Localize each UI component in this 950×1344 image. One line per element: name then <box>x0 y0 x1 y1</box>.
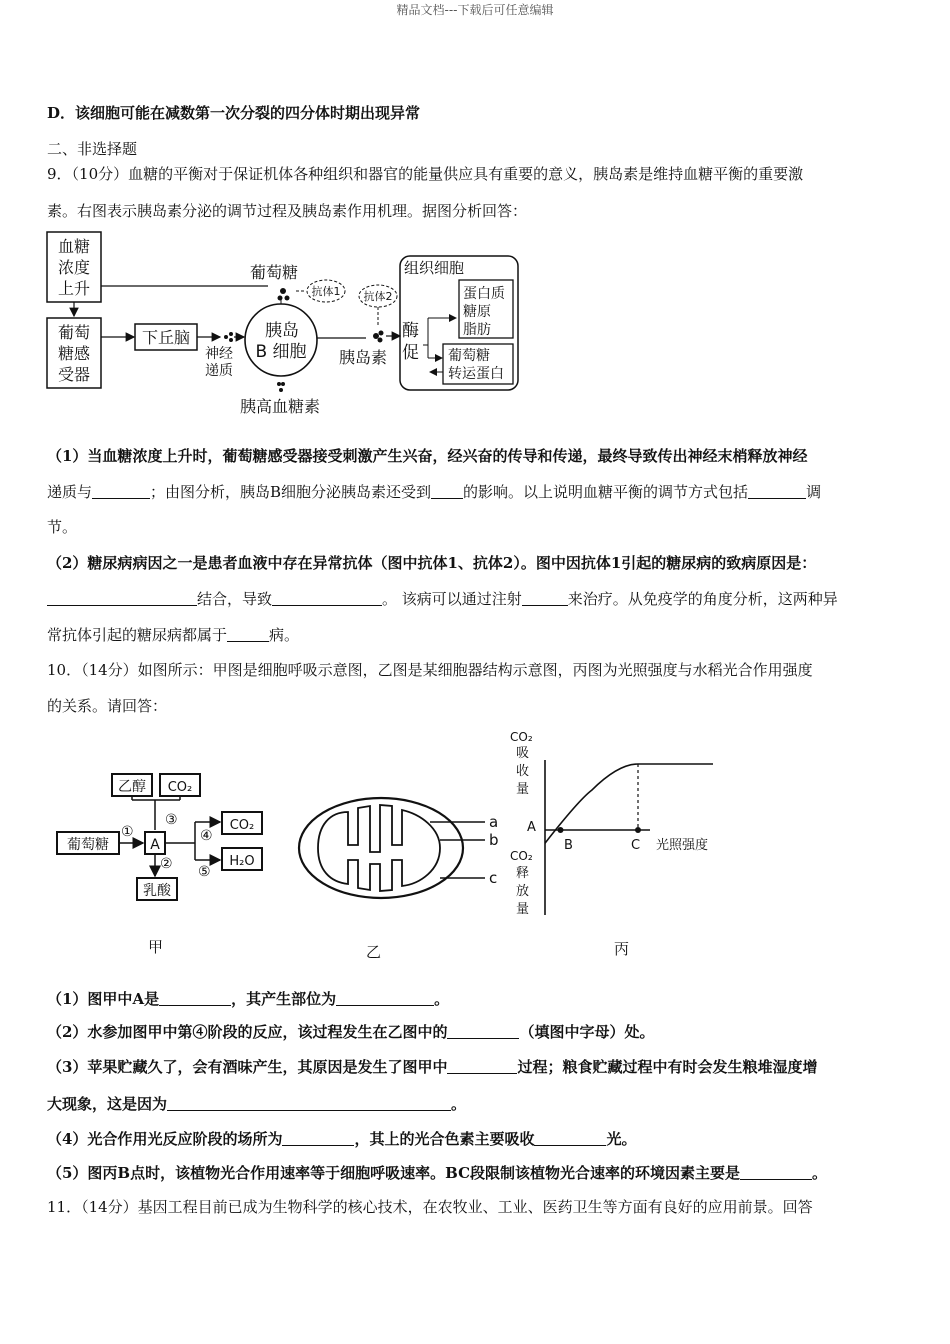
t17: 大现象，这是因为 <box>47 1095 168 1113</box>
glucagon-label: 胰高血糖素 <box>240 397 321 416</box>
q10-3a <box>47 1056 817 1077</box>
q10-4 <box>47 1128 636 1149</box>
receptor-1: 葡萄 <box>57 323 91 342</box>
transporter-2: 转运蛋白 <box>448 366 504 382</box>
t2: ；由图分析，胰岛B细胞分泌胰岛素还受到 <box>150 483 432 501</box>
q9-1-line3: 节。 <box>47 518 78 536</box>
step-3: ③ <box>165 812 178 828</box>
t13: （2）水参加图甲中第④阶段的反应，该过程发生在乙图中的 <box>47 1023 448 1041</box>
q10-5 <box>47 1162 827 1183</box>
t14: （填图中字母）处。 <box>519 1023 655 1041</box>
q11-stem: 11．（14分）基因工程目前已成为生物科学的核心技术，在农牧业、工业、医药卫生等方面有良好的应用前景。回答 <box>47 1198 813 1216</box>
t23: 。 <box>812 1164 828 1182</box>
step-5: ⑤ <box>198 864 211 880</box>
point-a-label: A <box>527 820 536 835</box>
blank-15[interactable] <box>740 1165 812 1180</box>
q9-1-line1: （1）当血糖浓度上升时，葡萄糖感受器接受刺激产生兴奋，经兴奋的传导和传递，最终导致传出神经末梢释放神经 <box>47 447 808 465</box>
section-title: 二、非选择题 <box>47 140 138 158</box>
q9-stem-2: 素。右图表示胰岛素分泌的调节过程及胰岛素作用机理。据图分析回答： <box>47 202 528 220</box>
cell-label-1: 胰岛 <box>265 321 299 341</box>
ylabel-top-3: 量 <box>516 782 530 797</box>
a-label: A <box>150 837 160 853</box>
co2-label-2: CO₂ <box>229 818 255 833</box>
product-3: 脂肪 <box>463 322 491 338</box>
antibody2-label: 抗体2 <box>363 290 393 303</box>
t20: ，其上的光合色素主要吸收 <box>354 1130 535 1148</box>
ylabel-bottom-3: 量 <box>516 902 530 917</box>
ylabel-bottom-0: CO₂ <box>510 849 533 863</box>
insulin-label: 胰岛素 <box>339 348 388 367</box>
mito-c: c <box>489 869 498 887</box>
co2-label-1: CO₂ <box>167 780 193 795</box>
t9: 病。 <box>269 626 300 644</box>
t18: 。 <box>451 1095 467 1113</box>
blank-8[interactable] <box>159 991 231 1006</box>
lactate-label: 乳酸 <box>143 883 171 899</box>
ylabel-top-1: 吸 <box>516 746 530 761</box>
neuro-1: 神经 <box>205 346 233 362</box>
t5: 结合，导致 <box>197 590 273 608</box>
option-d: D．该细胞可能在减数第一次分裂的四分体时期出现异常 <box>47 104 421 122</box>
product-2: 糖原 <box>463 304 491 320</box>
point-c <box>635 827 641 833</box>
ylabel-bottom-1: 释 <box>516 866 530 881</box>
t19: （4）光合作用光反应阶段的场所为 <box>47 1130 283 1148</box>
mito-inner <box>318 805 440 891</box>
q10-stem-2: 的关系。请回答： <box>47 697 168 715</box>
ethanol-label: 乙醇 <box>118 779 146 795</box>
hypothalamus-label: 下丘脑 <box>141 328 191 347</box>
receptor-2: 糖感 <box>57 344 91 363</box>
t22: （5）图丙B点时，该植物光合作用速率等于细胞呼吸速率。BC段限制该植物光合速率的环境因素主要是 <box>47 1164 741 1182</box>
mito-b: b <box>489 831 499 849</box>
ylabel-top-2: 收 <box>516 764 530 779</box>
point-c-label: C <box>631 838 641 853</box>
t12: 。 <box>434 990 450 1008</box>
neuro-2: 递质 <box>205 363 233 379</box>
q10-1 <box>47 988 449 1009</box>
xlabel: 光照强度 <box>656 838 709 853</box>
label-bing: 丙 <box>614 940 630 958</box>
receptor-3: 受器 <box>57 365 91 384</box>
blank-12[interactable] <box>167 1096 451 1111</box>
blank-11[interactable] <box>447 1059 517 1074</box>
step-2: ② <box>160 856 173 872</box>
sugar-rise-1: 血糖 <box>57 237 91 256</box>
promote-2: 促 <box>402 343 419 363</box>
page-header: 精品文档---下载后可任意编辑 <box>396 3 554 17</box>
q9-stem-1: 9．（10分）血糖的平衡对于保证机体各种组织和器官的能量供应具有重要的意义，胰岛素是维持血糖平衡的重要激 <box>47 165 804 183</box>
blank-14[interactable] <box>534 1131 606 1146</box>
glucose-label: 葡萄糖 <box>250 263 299 282</box>
t6: 。 该病可以通过注射 <box>382 590 522 608</box>
label-yi: 乙 <box>366 943 382 961</box>
t15: （3）苹果贮藏久了，会有酒味产生，其原因是发生了图甲中 <box>47 1058 448 1076</box>
light-chart <box>510 730 713 917</box>
promote-1: 酶 <box>402 321 419 341</box>
q9-2-line1: （2）糖尿病病因之一是患者血液中存在异常抗体（图中抗体1、抗体2）。图中因抗体1引起的糖尿病的致病原因是： <box>47 554 817 572</box>
t16: 过程；粮食贮藏过程中有时会发生粮堆湿度增 <box>517 1058 818 1076</box>
sugar-rise-3: 上升 <box>57 279 91 298</box>
q10-stem-1: 10．（14分）如图所示：甲图是细胞呼吸示意图，乙图是某细胞器结构示意图，丙图为光照强度与水稻光合作用强度 <box>47 661 813 679</box>
transporter-1: 葡萄糖 <box>448 348 490 364</box>
t1: 递质与 <box>47 483 93 501</box>
tissue-label: 组织细胞 <box>404 259 465 277</box>
point-b-label: B <box>564 838 573 853</box>
t11: ，其产生部位为 <box>231 990 337 1008</box>
mito-outer <box>299 798 463 898</box>
step-4: ④ <box>200 828 213 844</box>
cell-label-2: B 细胞 <box>255 342 307 362</box>
t21: 光。 <box>606 1130 637 1148</box>
antibody1-label: 抗体1 <box>311 285 341 298</box>
mito-a: a <box>489 813 499 831</box>
ylabel-top-0: CO₂ <box>510 730 533 744</box>
glucose-label-10: 葡萄糖 <box>67 837 109 853</box>
t7: 来治疗。从免疫学的角度分析，这两种异 <box>567 590 838 608</box>
t3: 的影响。以上说明血糖平衡的调节方式包括 <box>463 483 749 501</box>
sugar-rise-2: 浓度 <box>57 258 91 277</box>
ylabel-bottom-2: 放 <box>516 884 530 899</box>
label-jia: 甲 <box>148 938 164 956</box>
q10-2 <box>47 1021 654 1042</box>
blank-9[interactable] <box>336 991 434 1006</box>
t10: （1）图甲中A是 <box>47 990 160 1008</box>
series-curve <box>545 764 713 843</box>
h2o-label: H₂O <box>229 854 255 869</box>
product-1: 蛋白质 <box>463 286 505 302</box>
t4: 调 <box>806 483 822 501</box>
step-1: ① <box>121 824 134 840</box>
blank-10[interactable] <box>447 1024 519 1039</box>
q10-3b <box>47 1093 466 1114</box>
point-b <box>558 827 564 833</box>
blank-13[interactable] <box>282 1131 354 1146</box>
t8: 常抗体引起的糖尿病都属于 <box>47 626 228 644</box>
